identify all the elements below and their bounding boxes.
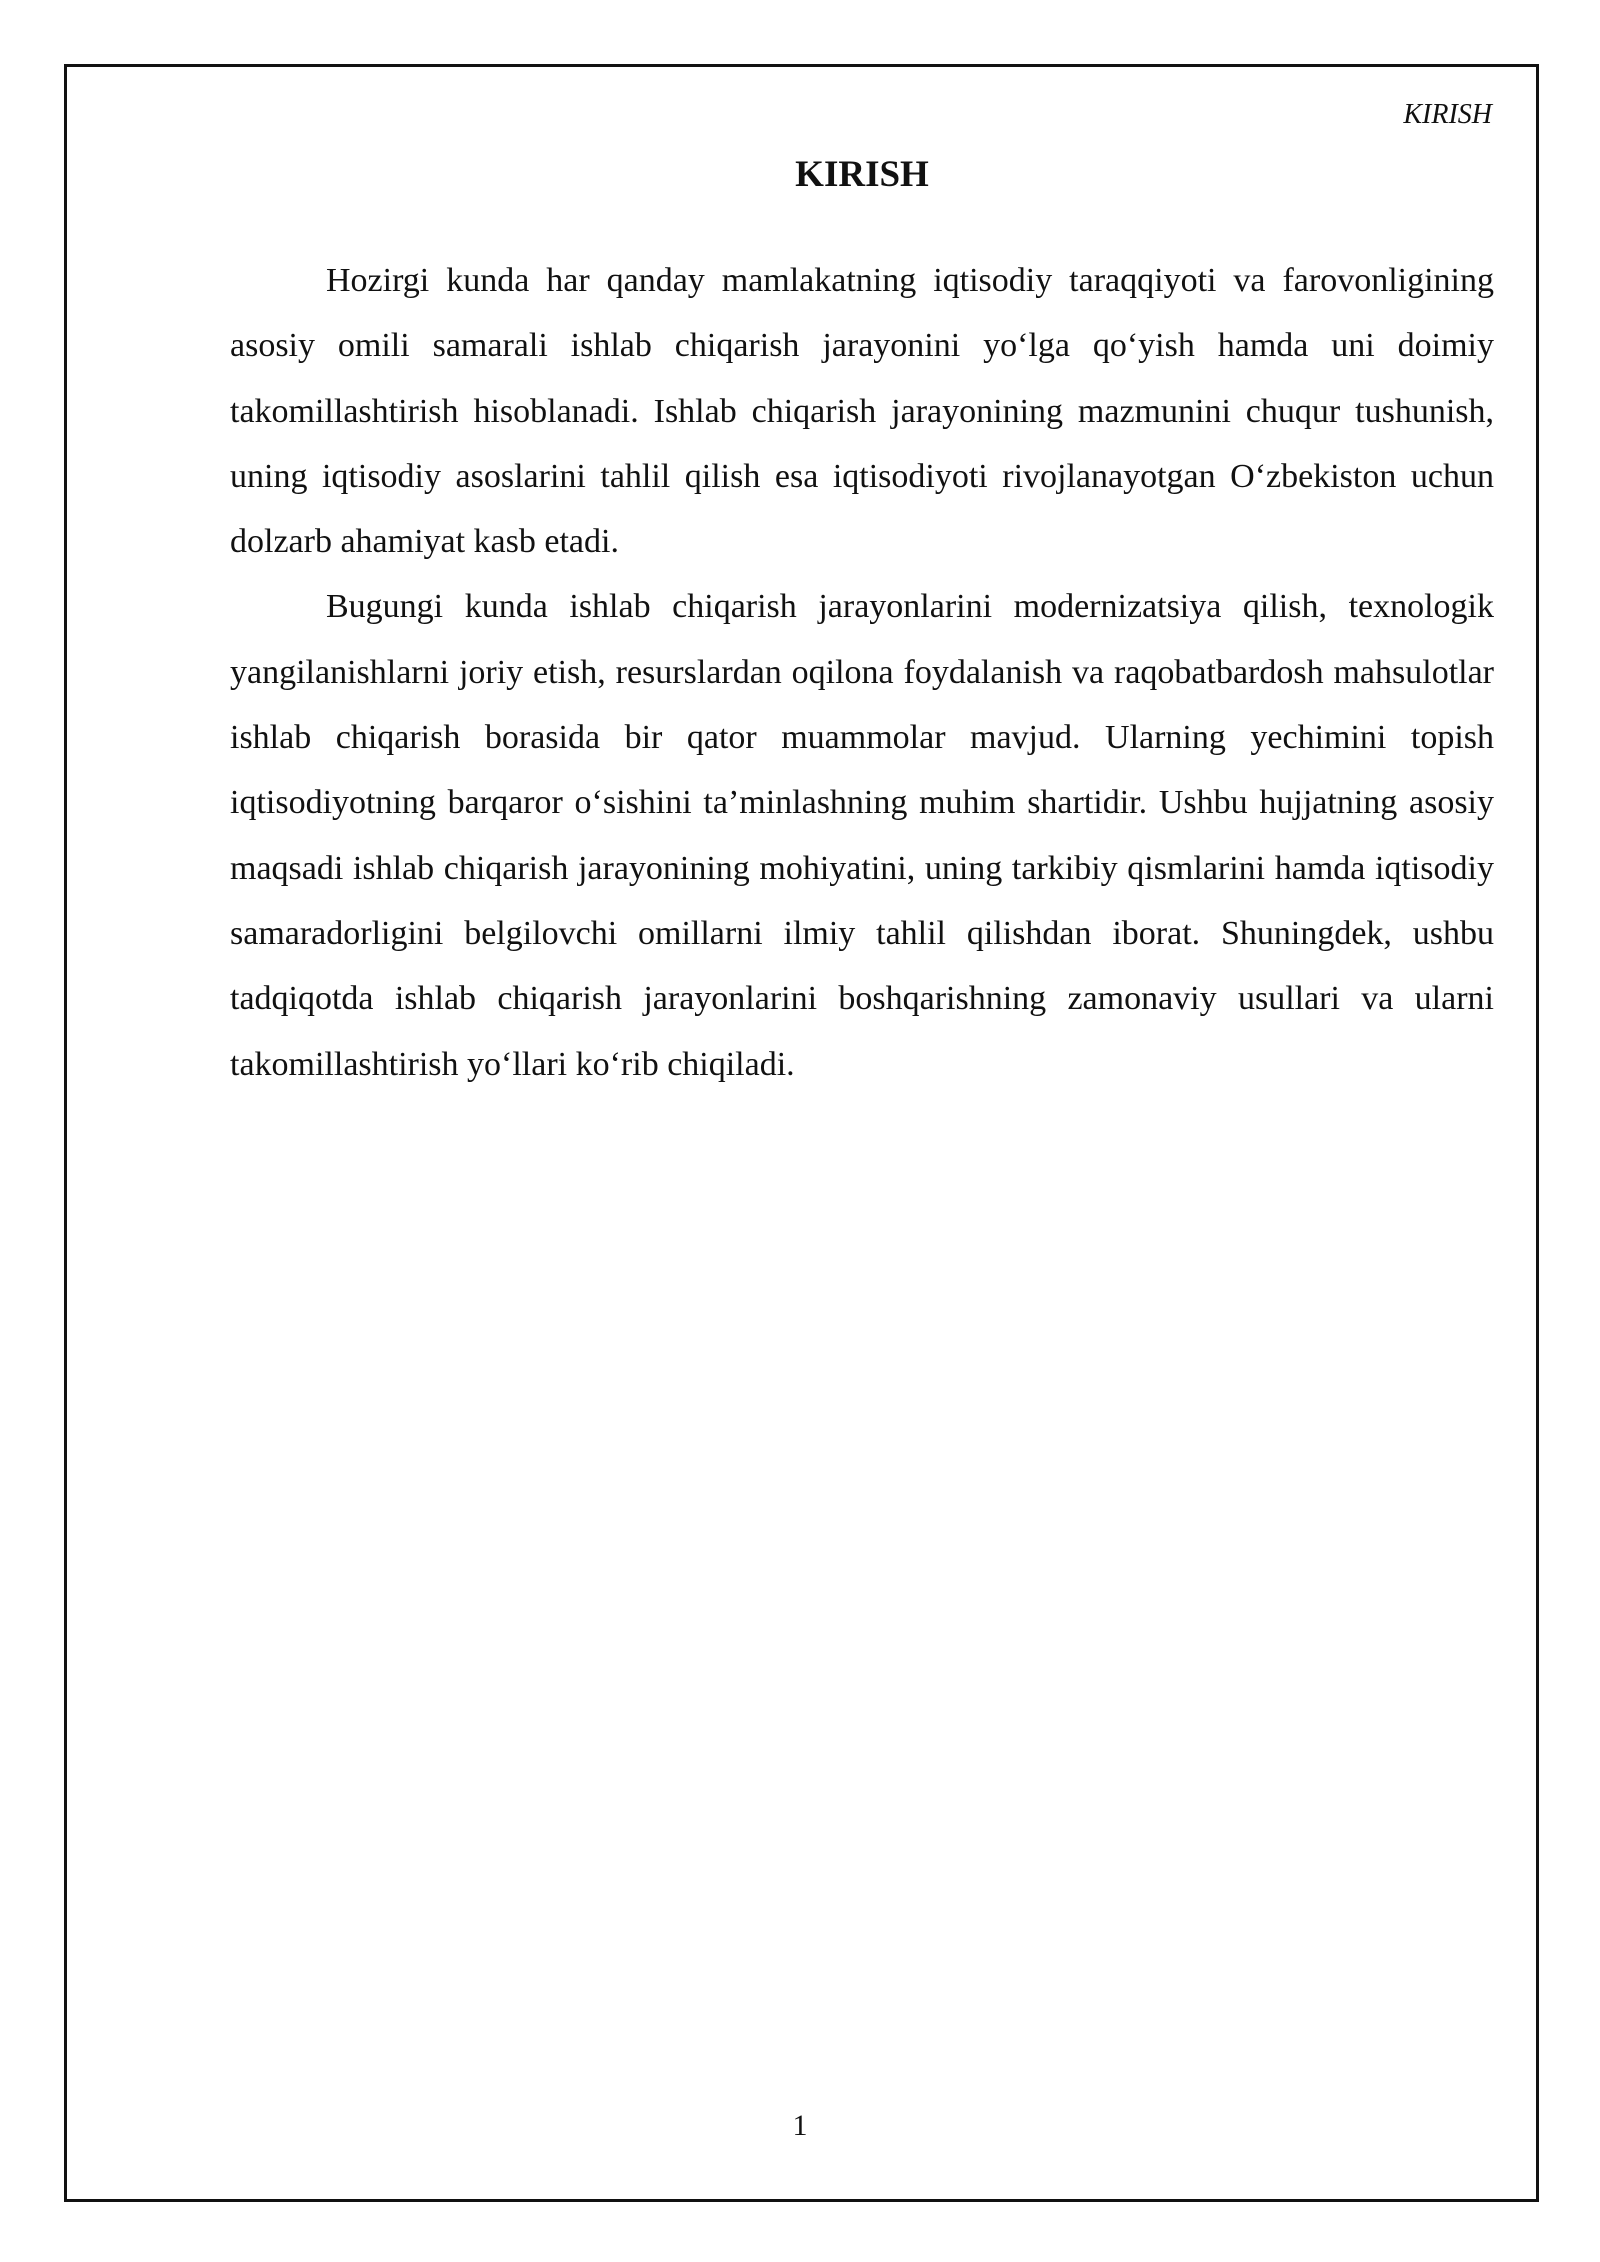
- paragraph: Hozirgi kunda har qanday mamlakatning iqtisodiy taraqqiyoti va farovonligining asosiy omili samarali ishlab chiqarish jarayonini yo‘lga qo‘yish hamda uni doimiy takomillashtirish hisoblanadi. Ishlab chiqarish jarayonining mazmunini chuqur tushunish, uning iqtisodiy asoslarini tahlil qilish esa iqtisodiyoti rivojlanayotgan O‘zbekiston uchun dolzarb ahamiyat kasb etadi.: [230, 262, 1494, 561]
- body-text: [230, 248, 1494, 1097]
- paragraph: Bugungi kunda ishlab chiqarish jarayonlarini modernizatsiya qilish, texnologik yangilanishlarni joriy etish, resurslardan oqilona foydalanish va raqobatbardosh mahsulotlar ishlab chiqarish borasida bir qator muammolar mavjud. Ularning yechimini topish iqtisodiyotning barqaror o‘sishini ta’minlashning muhim shartidir. Ushbu hujjatning asosiy maqsadi ishlab chiqarish jarayonining mohiyatini, uning tarkibiy qismlarini hamda iqtisodiy samaradorligini belgilovchi omillarni ilmiy tahlil qilishdan iborat. Shuningdek, ushbu tadqiqotda ishlab chiqarish jarayonlarini boshqarishning zamonaviy usullari va ularni takomillashtirish yo‘llari ko‘rib chiqiladi.: [230, 588, 1494, 1083]
- section-title: KIRISH: [795, 154, 929, 195]
- page-number: 1: [792, 2109, 808, 2142]
- running-header: KIRISH: [1403, 99, 1492, 130]
